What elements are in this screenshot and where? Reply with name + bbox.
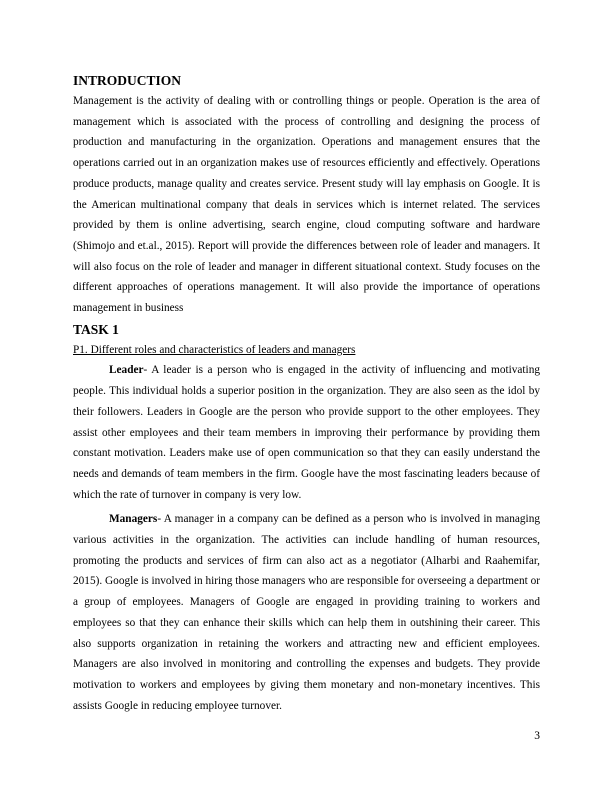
page-number: 3 xyxy=(534,730,540,742)
task-1-heading: TASK 1 xyxy=(73,321,119,337)
introduction-paragraph: Management is the activity of dealing with or controlling things or people. Operation is the area of management which is associated with the process of controlling and designing the process of production and manufacturing in the organization. Operations and management ensures that the operations carried out in an organization makes use of resources efficiently and effectively. Operations produce products, manage quality and creates service. Present study will lay emphasis on Google. It is the American multinational company that deals in services which is internet related. The services provided by them is online advertising, search engine, cloud computing software and hardware (Shimojo and et.al., 2015). Report will provide the differences between role of leader and managers. It will also focus on the role of leader and manager in different situational context. Study focuses on the different approaches of operations management. It will also provide the importance of operations management in business xyxy=(73,95,540,315)
introduction-heading: INTRODUCTION xyxy=(73,73,182,88)
leader-text: - A leader is a person who is engaged in the activity of influencing and motivating people. This individual holds a superior position in the organization. They are also seen as the idol by their followers. Leaders in Google are the person who provide support to the other employees. They assist other employees and their team members in improving their performance by providing them constant motivation. Leaders make use of open communication so that they can easily understand the needs and demands of team members in the firm. Google have the most fascinating leaders because of which the rate of turnover in company is very low. xyxy=(73,364,540,501)
leader-paragraph xyxy=(73,360,540,505)
page-content xyxy=(73,70,540,716)
managers-paragraph xyxy=(73,509,540,716)
leader-term: Leader xyxy=(109,364,144,377)
managers-text: - A manager in a company can be defined as a person who is involved in managing various activities in the organization. The activities can include handling of human resources, promoting the products and services of firm can also act as a negotiator (Alharbi and Raahemifar, 2015). Google is involved in hiring those managers who are responsible for overseeing a department or a group of employees. Managers of Google are engaged in providing training to workers and employees so that they can enhance their skills which can help them in outshining their career. This also supports organization in retaining the workers and attracting new and efficient employees. Managers are also involved in monitoring and controlling the expenses and budgets. They provide motivation to workers and employees by giving them monetary and non-monetary incentives. This assists Google in reducing employee turnover. xyxy=(73,513,540,712)
managers-term: Managers xyxy=(109,513,158,526)
p1-subheading: P1. Different roles and characteristics of leaders and managers xyxy=(73,343,356,356)
